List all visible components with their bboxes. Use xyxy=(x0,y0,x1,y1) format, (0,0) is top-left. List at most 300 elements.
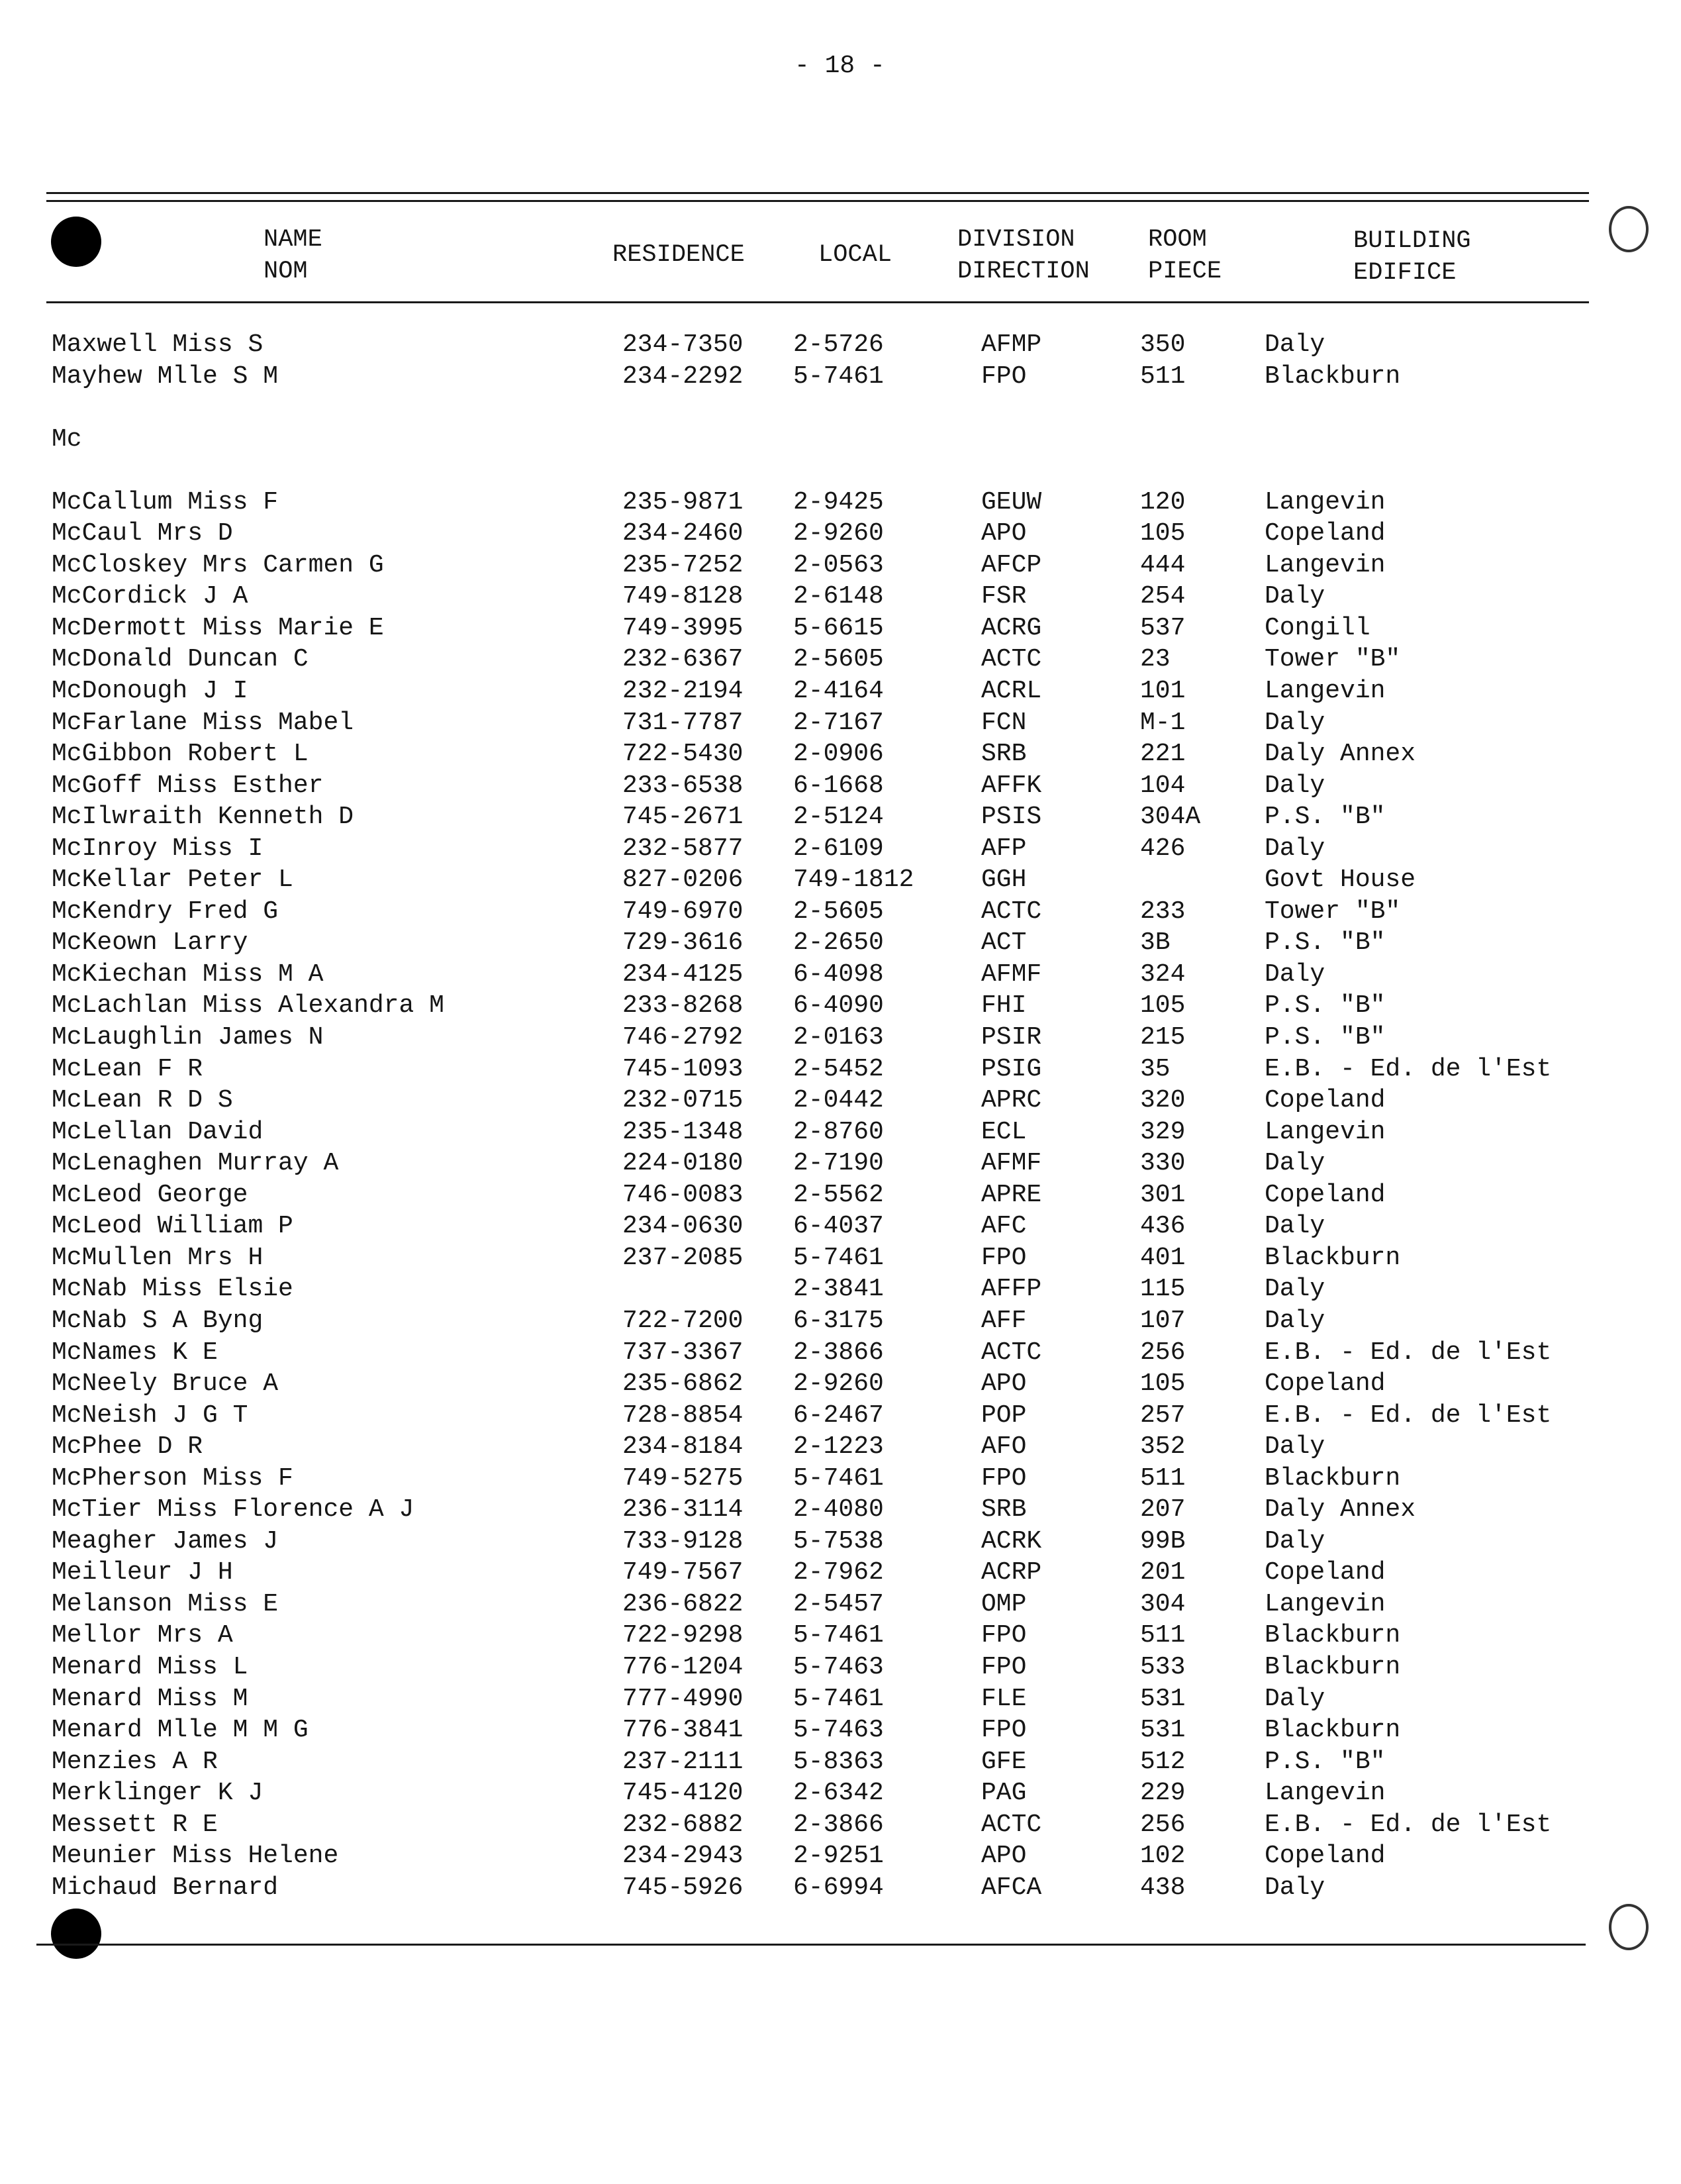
cell-room: 254 xyxy=(1140,582,1186,611)
cell-building: Langevin xyxy=(1265,1779,1386,1808)
cell-local: 2-9425 xyxy=(793,487,884,517)
cell-name: McCloskey Mrs Carmen G xyxy=(52,550,384,579)
cell-name: McLean R D S xyxy=(52,1086,233,1115)
cell-local: 2-0163 xyxy=(793,1023,884,1052)
cell-division: ACTC xyxy=(981,1810,1042,1839)
cell-division: ECL xyxy=(981,1117,1027,1146)
cell-residence: 745-5926 xyxy=(622,1873,744,1902)
cell-room: 99B xyxy=(1140,1526,1186,1556)
cell-residence: 234-4125 xyxy=(622,960,744,989)
header-division-fr: DIRECTION xyxy=(957,258,1090,285)
cell-building: Daly xyxy=(1265,1873,1325,1902)
binder-ring-bottom xyxy=(1609,1904,1649,1950)
cell-residence xyxy=(622,424,743,456)
cell-room: 531 xyxy=(1140,1684,1186,1713)
cell-building: Copeland xyxy=(1265,1369,1386,1399)
cell-residence: 234-2943 xyxy=(622,1842,744,1871)
cell-division: APRE xyxy=(981,1180,1042,1209)
cell-name: Meilleur J H xyxy=(52,1558,233,1587)
cell-local: 2-6342 xyxy=(793,1779,884,1808)
cell-building: Blackburn xyxy=(1265,1243,1401,1272)
cell-building: Langevin xyxy=(1265,1589,1386,1618)
cell-residence: 722-7200 xyxy=(622,1306,744,1335)
cell-name: Meunier Miss Helene xyxy=(52,1842,339,1871)
cell-local: 2-3866 xyxy=(793,1810,884,1839)
cell-local: 2-3841 xyxy=(793,1275,884,1304)
cell-local: 749-1812 xyxy=(793,866,914,895)
cell-building: P.S. "B" xyxy=(1265,991,1386,1020)
binder-hole-top xyxy=(51,217,101,267)
cell-name: Menard Miss L xyxy=(52,1652,248,1681)
cell-name: McNeely Bruce A xyxy=(52,1369,279,1399)
cell-building: Daly Annex xyxy=(1265,740,1416,769)
header-building xyxy=(1353,225,1471,289)
cell-name: McKendry Fred G xyxy=(52,897,279,926)
cell-local: 2-6109 xyxy=(793,834,884,863)
cell-room: 438 xyxy=(1140,1873,1186,1902)
cell-residence xyxy=(622,455,743,487)
cell-residence: 749-3995 xyxy=(622,613,744,642)
cell-division: SRB xyxy=(981,1495,1027,1524)
cell-local: 2-8760 xyxy=(793,1117,884,1146)
cell-room: 320 xyxy=(1140,1086,1186,1115)
cell-name: Mc xyxy=(52,424,82,454)
cell-building: Daly xyxy=(1265,1684,1325,1713)
cell-division xyxy=(981,392,1041,424)
cell-residence: 745-4120 xyxy=(622,1779,744,1808)
header-division-en: DIVISION xyxy=(957,226,1075,254)
cell-division: AFFP xyxy=(981,1275,1042,1304)
cell-division: AFMF xyxy=(981,1149,1042,1178)
cell-building: Langevin xyxy=(1265,1117,1386,1146)
cell-residence: 745-2671 xyxy=(622,803,744,832)
cell-name: McGoff Miss Esther xyxy=(52,771,324,800)
cell-name: McKellar Peter L xyxy=(52,866,293,895)
cell-name: McKeown Larry xyxy=(52,928,248,958)
cell-residence: 234-2460 xyxy=(622,519,744,548)
cell-name: McLellan David xyxy=(52,1117,264,1146)
cell-room xyxy=(1140,455,1200,487)
cell-residence: 731-7787 xyxy=(622,708,744,737)
cell-name: McCordick J A xyxy=(52,582,248,611)
cell-room: 301 xyxy=(1140,1180,1186,1209)
cell-division: APRC xyxy=(981,1086,1042,1115)
cell-residence: 236-3114 xyxy=(622,1495,744,1524)
cell-name: Menard Mlle M M G xyxy=(52,1716,309,1745)
cell-division: ACTC xyxy=(981,645,1042,674)
header-room-fr: PIECE xyxy=(1148,258,1222,285)
cell-local: 6-4090 xyxy=(793,991,884,1020)
cell-local xyxy=(793,392,914,424)
cell-residence: 232-2194 xyxy=(622,677,744,706)
cell-name xyxy=(52,455,444,487)
cell-building: Langevin xyxy=(1265,550,1386,579)
cell-division: AFP xyxy=(981,834,1027,863)
cell-room: 531 xyxy=(1140,1716,1186,1745)
cell-building: Langevin xyxy=(1265,677,1386,706)
cell-residence: 776-3841 xyxy=(622,1716,744,1745)
cell-name: Mayhew Mlle S M xyxy=(52,362,279,391)
cell-division: AFCP xyxy=(981,550,1042,579)
cell-building: Congill xyxy=(1265,613,1370,642)
cell-building: Daly xyxy=(1265,708,1325,737)
header-division xyxy=(957,224,1090,287)
cell-room: 511 xyxy=(1140,1621,1186,1650)
cell-local: 2-1223 xyxy=(793,1432,884,1462)
cell-residence: 749-7567 xyxy=(622,1558,744,1587)
cell-building: Tower "B" xyxy=(1265,897,1401,926)
cell-local: 5-7461 xyxy=(793,1243,884,1272)
cell-local: 6-3175 xyxy=(793,1306,884,1335)
cell-building: Daly xyxy=(1265,330,1325,359)
cell-residence: 232-6367 xyxy=(622,645,744,674)
cell-local: 5-7538 xyxy=(793,1526,884,1556)
cell-room: 115 xyxy=(1140,1275,1186,1304)
cell-room: 3B xyxy=(1140,928,1171,958)
cell-local: 5-7463 xyxy=(793,1716,884,1745)
header-room xyxy=(1148,224,1222,287)
cell-residence: 234-2292 xyxy=(622,362,744,391)
cell-room: 401 xyxy=(1140,1243,1186,1272)
cell-division: OMP xyxy=(981,1589,1027,1618)
cell-local: 2-5605 xyxy=(793,897,884,926)
cell-residence: 233-6538 xyxy=(622,771,744,800)
cell-local: 6-6994 xyxy=(793,1873,884,1902)
cell-room: 120 xyxy=(1140,487,1186,517)
cell-local: 5-7463 xyxy=(793,1652,884,1681)
cell-residence: 232-6882 xyxy=(622,1810,744,1839)
cell-division: FHI xyxy=(981,991,1027,1020)
cell-division: APO xyxy=(981,1369,1027,1399)
cell-name: McNab S A Byng xyxy=(52,1306,264,1335)
cell-division: FSR xyxy=(981,582,1027,611)
cell-room: 511 xyxy=(1140,362,1186,391)
cell-division: GFE xyxy=(981,1747,1027,1776)
cell-name: McNab Miss Elsie xyxy=(52,1275,293,1304)
cell-local: 2-4080 xyxy=(793,1495,884,1524)
cell-name: McLenaghen Murray A xyxy=(52,1149,339,1178)
cell-building: Copeland xyxy=(1265,1086,1386,1115)
cell-division: FPO xyxy=(981,1464,1027,1493)
cell-local: 6-2467 xyxy=(793,1401,884,1430)
cell-building: Copeland xyxy=(1265,519,1386,548)
cell-building: Daly xyxy=(1265,1432,1325,1462)
cell-division: FPO xyxy=(981,1621,1027,1650)
cell-name: Menard Miss M xyxy=(52,1684,248,1713)
cell-building: Daly xyxy=(1265,960,1325,989)
cell-name: Merklinger K J xyxy=(52,1779,264,1808)
cell-building xyxy=(1265,424,1551,456)
cell-name: McGibbon Robert L xyxy=(52,740,309,769)
cell-building: Blackburn xyxy=(1265,1716,1401,1745)
cell-room: 215 xyxy=(1140,1023,1186,1052)
cell-name: Melanson Miss E xyxy=(52,1589,279,1618)
cell-room: 533 xyxy=(1140,1652,1186,1681)
cell-local: 2-9251 xyxy=(793,1842,884,1871)
cell-local: 2-5124 xyxy=(793,803,884,832)
cell-room xyxy=(1140,864,1200,896)
binder-hole-bottom xyxy=(51,1909,101,1959)
cell-residence: 722-5430 xyxy=(622,740,744,769)
cell-building: E.B. - Ed. de l'Est xyxy=(1265,1401,1552,1430)
cell-building: Daly Annex xyxy=(1265,1495,1416,1524)
cell-residence: 234-8184 xyxy=(622,1432,744,1462)
cell-division: PAG xyxy=(981,1779,1027,1808)
cell-building: P.S. "B" xyxy=(1265,928,1386,958)
cell-local: 6-4098 xyxy=(793,960,884,989)
cell-building: Langevin xyxy=(1265,487,1386,517)
cell-building: Copeland xyxy=(1265,1558,1386,1587)
cell-name xyxy=(52,392,444,424)
cell-division: FLE xyxy=(981,1684,1027,1713)
cell-residence: 235-7252 xyxy=(622,550,744,579)
cell-room xyxy=(1140,424,1200,456)
cell-local: 2-2650 xyxy=(793,928,884,958)
cell-division: SRB xyxy=(981,740,1027,769)
cell-building: Daly xyxy=(1265,1212,1325,1241)
cell-division: ACTC xyxy=(981,1338,1042,1367)
cell-room: 256 xyxy=(1140,1338,1186,1367)
cell-residence: 737-3367 xyxy=(622,1338,744,1367)
cell-local: 5-7461 xyxy=(793,362,884,391)
cell-building: Tower "B" xyxy=(1265,645,1401,674)
cell-residence: 237-2111 xyxy=(622,1747,744,1776)
column-residence xyxy=(622,329,743,1903)
cell-residence: 827-0206 xyxy=(622,866,744,895)
cell-room: 444 xyxy=(1140,550,1186,579)
cell-name: McFarlane Miss Mabel xyxy=(52,708,354,737)
cell-building: E.B. - Ed. de l'Est xyxy=(1265,1338,1552,1367)
cell-division: ACRP xyxy=(981,1558,1042,1587)
cell-local: 2-5726 xyxy=(793,330,884,359)
cell-room: M-1 xyxy=(1140,708,1186,737)
cell-name: McLean F R xyxy=(52,1054,203,1083)
cell-local: 2-3866 xyxy=(793,1338,884,1367)
cell-local: 5-7461 xyxy=(793,1464,884,1493)
cell-name: McTier Miss Florence A J xyxy=(52,1495,414,1524)
cell-residence: 777-4990 xyxy=(622,1684,744,1713)
cell-residence: 728-8854 xyxy=(622,1401,744,1430)
cell-division: AFO xyxy=(981,1432,1027,1462)
cell-residence: 235-9871 xyxy=(622,487,744,517)
cell-division: GEUW xyxy=(981,487,1042,517)
column-local xyxy=(793,329,914,1903)
cell-local: 2-0906 xyxy=(793,740,884,769)
footer-rule xyxy=(36,1944,1586,1946)
cell-local: 2-0442 xyxy=(793,1086,884,1115)
cell-local: 2-5605 xyxy=(793,645,884,674)
cell-name: McMullen Mrs H xyxy=(52,1243,264,1272)
cell-division xyxy=(981,455,1041,487)
cell-room: 105 xyxy=(1140,519,1186,548)
cell-residence: 745-1093 xyxy=(622,1054,744,1083)
cell-residence: 235-6862 xyxy=(622,1369,744,1399)
cell-name: McNeish J G T xyxy=(52,1401,248,1430)
cell-local: 2-5562 xyxy=(793,1180,884,1209)
header-top-rule xyxy=(46,192,1589,194)
cell-division: FPO xyxy=(981,1716,1027,1745)
cell-name: McPherson Miss F xyxy=(52,1464,293,1493)
cell-building: Daly xyxy=(1265,1275,1325,1304)
header-name-en: NAME xyxy=(264,226,322,254)
cell-room: 229 xyxy=(1140,1779,1186,1808)
cell-division: AFF xyxy=(981,1306,1027,1335)
cell-room: 104 xyxy=(1140,771,1186,800)
cell-residence: 749-8128 xyxy=(622,582,744,611)
cell-division: AFC xyxy=(981,1212,1027,1241)
cell-room: 102 xyxy=(1140,1842,1186,1871)
cell-building: Blackburn xyxy=(1265,362,1401,391)
cell-building: Blackburn xyxy=(1265,1652,1401,1681)
cell-division: APO xyxy=(981,519,1027,548)
cell-local: 6-4037 xyxy=(793,1212,884,1241)
cell-residence: 749-5275 xyxy=(622,1464,744,1493)
header-bottom-rule xyxy=(46,301,1589,303)
cell-room: 233 xyxy=(1140,897,1186,926)
header-room-en: ROOM xyxy=(1148,226,1207,254)
cell-name: Messett R E xyxy=(52,1810,218,1839)
cell-residence: 234-0630 xyxy=(622,1212,744,1241)
cell-building: Blackburn xyxy=(1265,1464,1401,1493)
cell-local: 2-9260 xyxy=(793,519,884,548)
cell-building: E.B. - Ed. de l'Est xyxy=(1265,1810,1552,1839)
cell-name: McCallum Miss F xyxy=(52,487,279,517)
cell-local: 2-9260 xyxy=(793,1369,884,1399)
cell-building xyxy=(1265,392,1551,424)
cell-building: Copeland xyxy=(1265,1180,1386,1209)
cell-division: GGH xyxy=(981,866,1027,895)
cell-name: McCaul Mrs D xyxy=(52,519,233,548)
cell-room: 105 xyxy=(1140,991,1186,1020)
cell-room: 352 xyxy=(1140,1432,1186,1462)
cell-local xyxy=(793,455,914,487)
cell-residence: 236-6822 xyxy=(622,1589,744,1618)
cell-local: 5-7461 xyxy=(793,1684,884,1713)
cell-local: 2-0563 xyxy=(793,550,884,579)
cell-division: ACRG xyxy=(981,613,1042,642)
cell-room: 436 xyxy=(1140,1212,1186,1241)
cell-division: AFFK xyxy=(981,771,1042,800)
cell-name: McIlwraith Kenneth D xyxy=(52,803,354,832)
cell-room: 107 xyxy=(1140,1306,1186,1335)
header-local: LOCAL xyxy=(818,241,892,269)
cell-division: ACRL xyxy=(981,677,1042,706)
header-name xyxy=(264,224,322,287)
cell-residence: 722-9298 xyxy=(622,1621,744,1650)
cell-division: POP xyxy=(981,1401,1027,1430)
cell-division: APO xyxy=(981,1842,1027,1871)
cell-room: 304A xyxy=(1140,803,1201,832)
cell-residence: 224-0180 xyxy=(622,1149,744,1178)
cell-division: FPO xyxy=(981,1243,1027,1272)
cell-division xyxy=(981,424,1041,456)
cell-residence: 729-3616 xyxy=(622,928,744,958)
cell-room: 304 xyxy=(1140,1589,1186,1618)
cell-residence: 235-1348 xyxy=(622,1117,744,1146)
cell-building xyxy=(1265,455,1551,487)
cell-local: 2-7962 xyxy=(793,1558,884,1587)
cell-room: 221 xyxy=(1140,740,1186,769)
cell-building: P.S. "B" xyxy=(1265,803,1386,832)
cell-room: 105 xyxy=(1140,1369,1186,1399)
cell-building: Govt House xyxy=(1265,866,1416,895)
cell-room: 35 xyxy=(1140,1054,1171,1083)
cell-building: Daly xyxy=(1265,834,1325,863)
cell-name: Mellor Mrs A xyxy=(52,1621,233,1650)
cell-residence: 232-5877 xyxy=(622,834,744,863)
cell-division: FPO xyxy=(981,1652,1027,1681)
cell-division: AFMF xyxy=(981,960,1042,989)
cell-building: Daly xyxy=(1265,1526,1325,1556)
cell-local: 2-6148 xyxy=(793,582,884,611)
cell-division: FPO xyxy=(981,362,1027,391)
cell-division: PSIS xyxy=(981,803,1042,832)
cell-division: ACRK xyxy=(981,1526,1042,1556)
cell-building: E.B. - Ed. de l'Est xyxy=(1265,1054,1552,1083)
cell-division: ACTC xyxy=(981,897,1042,926)
cell-name: McLaughlin James N xyxy=(52,1023,324,1052)
cell-division: AFMP xyxy=(981,330,1042,359)
cell-residence: 234-7350 xyxy=(622,330,744,359)
cell-local: 5-8363 xyxy=(793,1747,884,1776)
cell-room: 511 xyxy=(1140,1464,1186,1493)
cell-room: 207 xyxy=(1140,1495,1186,1524)
cell-room: 201 xyxy=(1140,1558,1186,1587)
cell-building: P.S. "B" xyxy=(1265,1023,1386,1052)
cell-room: 23 xyxy=(1140,645,1171,674)
cell-room xyxy=(1140,392,1200,424)
cell-name: Menzies A R xyxy=(52,1747,218,1776)
column-name xyxy=(52,329,444,1903)
cell-residence: 733-9128 xyxy=(622,1526,744,1556)
cell-building: Daly xyxy=(1265,771,1325,800)
cell-name: Meagher James J xyxy=(52,1526,279,1556)
cell-residence: 746-2792 xyxy=(622,1023,744,1052)
cell-residence: 232-0715 xyxy=(622,1086,744,1115)
cell-name: McKiechan Miss M A xyxy=(52,960,324,989)
cell-residence xyxy=(622,1273,743,1305)
cell-name: McInroy Miss I xyxy=(52,834,264,863)
cell-local xyxy=(793,424,914,456)
column-division xyxy=(981,329,1041,1903)
cell-building: P.S. "B" xyxy=(1265,1747,1386,1776)
cell-name: Michaud Bernard xyxy=(52,1873,279,1902)
cell-name: McDonald Duncan C xyxy=(52,645,309,674)
cell-residence: 746-0083 xyxy=(622,1180,744,1209)
cell-local: 6-1668 xyxy=(793,771,884,800)
cell-local: 5-7461 xyxy=(793,1621,884,1650)
cell-building: Daly xyxy=(1265,582,1325,611)
cell-local: 2-7167 xyxy=(793,708,884,737)
cell-local: 2-4164 xyxy=(793,677,884,706)
header-top-rule-2 xyxy=(46,200,1589,202)
column-room xyxy=(1140,329,1200,1903)
cell-residence xyxy=(622,392,743,424)
cell-division: PSIG xyxy=(981,1054,1042,1083)
cell-name: McPhee D R xyxy=(52,1432,203,1462)
header-building-en: BUILDING xyxy=(1353,227,1471,255)
cell-residence: 233-8268 xyxy=(622,991,744,1020)
cell-local: 2-7190 xyxy=(793,1149,884,1178)
cell-room: 350 xyxy=(1140,330,1186,359)
header-residence: RESIDENCE xyxy=(612,241,745,269)
cell-building: Daly xyxy=(1265,1306,1325,1335)
cell-name: Maxwell Miss S xyxy=(52,330,264,359)
cell-local: 5-6615 xyxy=(793,613,884,642)
cell-building: Daly xyxy=(1265,1149,1325,1178)
header-building-fr: EDIFICE xyxy=(1353,259,1457,287)
cell-room: 330 xyxy=(1140,1149,1186,1178)
